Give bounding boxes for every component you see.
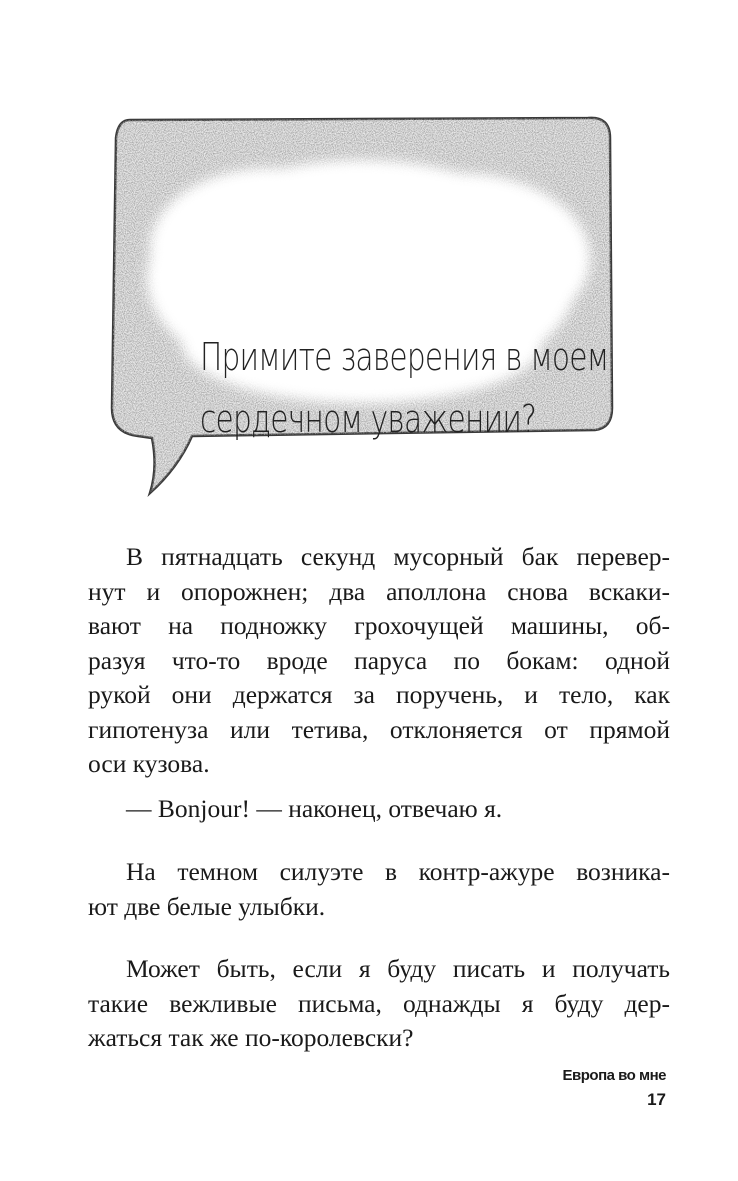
text-line: рукой они держатся за поручень, и тело, как [88,680,670,709]
paragraph-2 [88,792,670,827]
text-line: Может быть, если я буду писать и получать [126,954,670,983]
text-line: вают на подножку грохочущей машины, об- [88,611,670,640]
paragraph-4 [88,952,670,1056]
bubble-line-1: Примите заверения в моем [200,335,609,379]
text-line: оси кузова. [88,749,210,778]
text-line: разуя что-то вроде паруса по бокам: одной [88,645,670,675]
text-line: такие вежливые письма, однажды я буду дер- [88,988,670,1018]
text-line: жаться так же по-королевски? [88,1023,414,1052]
bubble-line-2: сердечном уважении? [200,397,537,441]
running-footer-title: Европа во мне [562,1067,666,1084]
text-line: На темном силуэте в контр-ажуре возника- [126,857,670,886]
text-line: — Bonjour! — наконец, отвечаю я. [126,794,503,823]
paragraph-1 [88,540,670,782]
bubble-text [200,326,609,450]
text-line: В пятнадцать секунд мусорный бак перевер- [126,542,670,571]
page-number: 17 [647,1090,666,1109]
speech-bubble [100,108,625,498]
paragraph-3 [88,855,670,924]
text-line: гипотенуза или тетива, отклоняется от прямой [88,714,670,744]
text-line: ют две белые улыбки. [88,891,326,921]
text-line: нут и опорожнен; два аполлона снова вскаки- [88,576,670,606]
